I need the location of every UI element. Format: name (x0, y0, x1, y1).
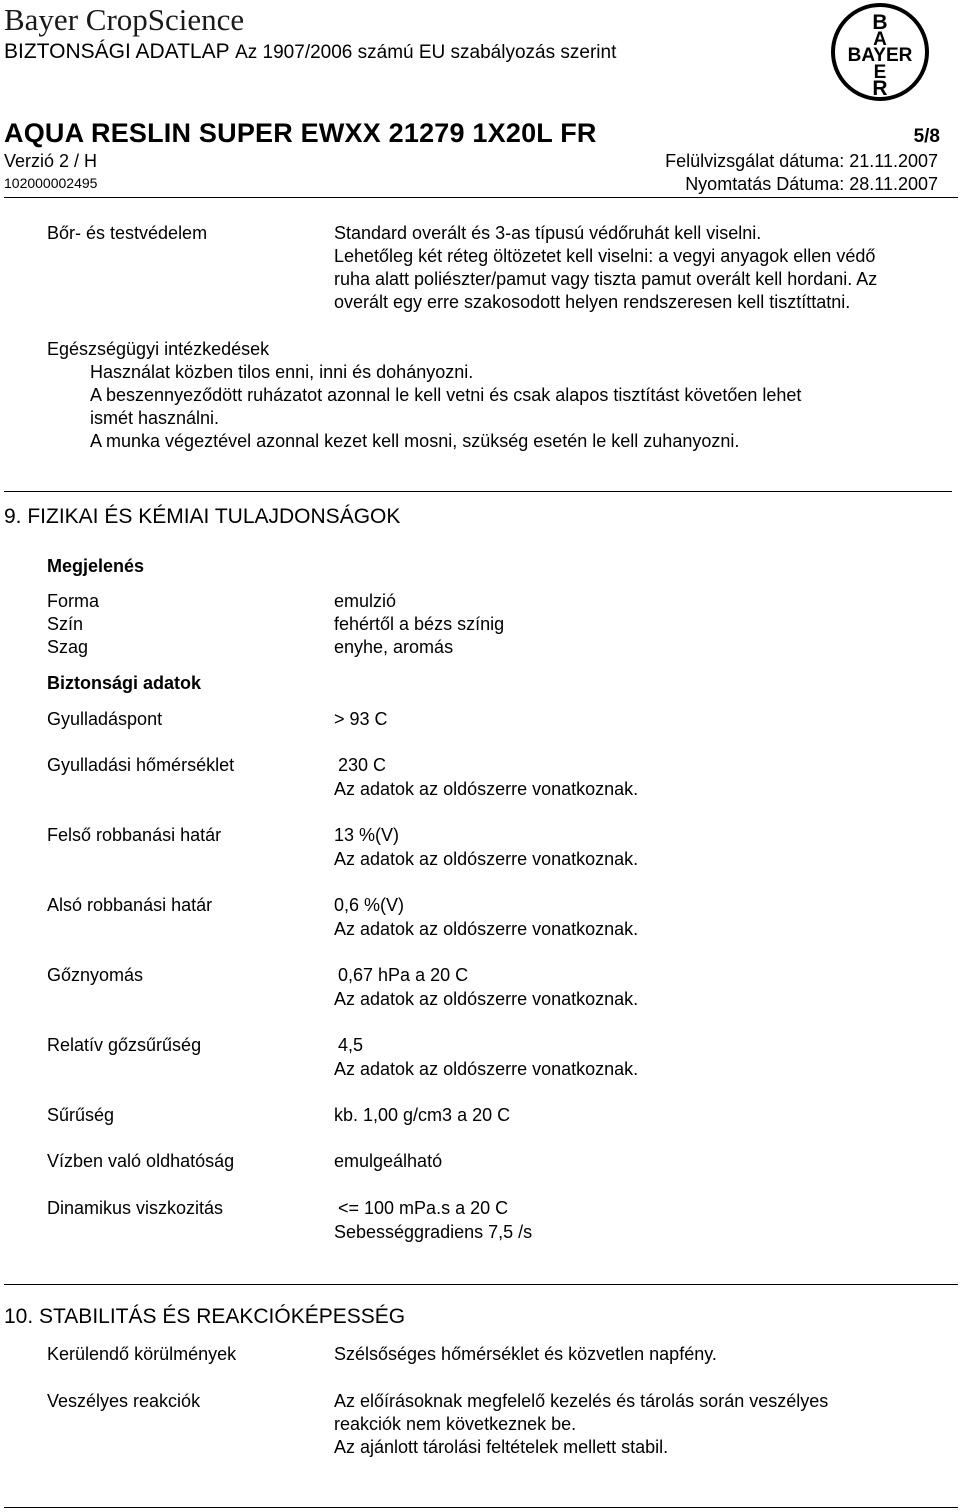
property-value: <= 100 mPa.s a 20 C (338, 1198, 509, 1218)
section-9-title: 9. FIZIKAI ÉS KÉMIAI TULAJDONSÁGOK (4, 505, 401, 528)
logo-letter-b: B (872, 11, 888, 34)
property-value: reakciók nem következnek be. (334, 1414, 577, 1434)
section-10-title: 10. STABILITÁS ÉS REAKCIÓKÉPESSÉG (4, 1305, 406, 1328)
bottom-divider (4, 1507, 958, 1508)
skin-protection-label: Bőr- és testvédelem (47, 223, 208, 243)
property-value: 0,6 %(V) (334, 895, 405, 915)
property-label: Gyulladáspont (47, 709, 163, 729)
property-label: Relatív gőzsűrűség (47, 1035, 202, 1055)
property-value: Sebességgradiens 7,5 /s (334, 1222, 533, 1242)
property-note: Az adatok az oldószerre vonatkoznak. (334, 919, 639, 939)
property-note: Az adatok az oldószerre vonatkoznak. (334, 849, 639, 869)
property-value: 0,67 hPa a 20 C (338, 965, 469, 985)
property-value: enyhe, aromás (334, 637, 454, 657)
property-value: > 93 C (334, 709, 388, 729)
company-name: Bayer CropScience (4, 2, 245, 37)
hygiene-heading: Egészségügyi intézkedések (47, 339, 270, 359)
property-label: Szag (47, 637, 89, 657)
property-value: Az ajánlott tárolási feltételek mellett stabil. (334, 1437, 669, 1457)
product-name: AQUA RESLIN SUPER EWXX 21279 1X20L FR (4, 118, 597, 148)
document-code: 102000002495 (4, 175, 98, 191)
property-label: Gőznyomás (47, 965, 144, 985)
property-value: 13 %(V) (334, 825, 400, 845)
version-text: Verzió 2 / H (4, 151, 98, 171)
property-value: 4,5 (338, 1035, 364, 1055)
property-label: Kerülendő körülmények (47, 1344, 237, 1364)
property-label: Vízben való oldhatóság (47, 1151, 235, 1171)
page-number: 5/8 (913, 126, 940, 147)
skin-protection-line: overált egy erre szakosodott helyen rendszeresen kell tisztíttatni. (334, 292, 851, 312)
logo-letter-r: R (872, 77, 888, 100)
logo-word-bayer: BAYER (847, 45, 913, 66)
property-label: Dinamikus viszkozitás (47, 1198, 224, 1218)
property-value: emulzió (334, 591, 397, 611)
header-divider (4, 197, 958, 198)
property-label: Sűrűség (47, 1105, 115, 1125)
hygiene-line: Használat közben tilos enni, inni és dohányozni. (90, 362, 474, 382)
logo-letter-a: A (873, 29, 887, 50)
section-10-divider (4, 1284, 958, 1285)
safety-data-heading: Biztonsági adatok (47, 673, 202, 693)
skin-protection-line: Standard overált és 3-as típusú védőruhát kell viselni. (334, 223, 762, 243)
skin-protection-line: Lehetőleg két réteg öltözetet kell viselni: a vegyi anyagok ellen védő (334, 246, 876, 266)
document-type (4, 40, 616, 64)
property-value: fehértől a bézs színig (334, 614, 505, 634)
property-label: Felső robbanási határ (47, 825, 222, 845)
property-value: kb. 1,00 g/cm3 a 20 C (334, 1105, 511, 1125)
hygiene-line: ismét használni. (90, 408, 220, 428)
property-label: Alsó robbanási határ (47, 895, 213, 915)
property-value: emulgeálható (334, 1151, 443, 1171)
property-note: Az adatok az oldószerre vonatkoznak. (334, 779, 639, 799)
appearance-heading: Megjelenés (47, 556, 145, 576)
property-value: Szélsőséges hőmérséklet és közvetlen napfény. (334, 1344, 717, 1364)
property-note: Az adatok az oldószerre vonatkoznak. (334, 989, 639, 1009)
property-label: Forma (47, 591, 100, 611)
regulation-text: Az 1907/2006 számú EU szabályozás szerint (235, 42, 617, 63)
property-label: Szín (47, 614, 84, 634)
skin-protection-line: ruha alatt poliészter/pamut vagy tiszta pamut overált kell hordani. Az (334, 269, 878, 289)
hygiene-line: A munka végeztével azonnal kezet kell mosni, szükség esetén le kell zuhanyozni. (90, 431, 740, 451)
print-date: Nyomtatás Dátuma: 28.11.2007 (685, 174, 938, 194)
property-value: Az előírásoknak megfelelő kezelés és tárolás során veszélyes (334, 1391, 829, 1411)
document-type-label: BIZTONSÁGI ADATLAP (4, 40, 230, 63)
property-label: Gyulladási hőmérséklet (47, 755, 235, 775)
section-9-divider (4, 491, 952, 492)
property-value: 230 C (338, 755, 387, 775)
revision-date: Felülvizsgálat dátuma: 21.11.2007 (665, 151, 938, 171)
logo-letter-e: E (873, 62, 887, 83)
property-label: Veszélyes reakciók (47, 1391, 201, 1411)
hygiene-line: A beszennyeződött ruházatot azonnal le kell vetni és csak alapos tisztítást követően lehet (90, 385, 802, 405)
property-note: Az adatok az oldószerre vonatkoznak. (334, 1059, 639, 1079)
bayer-logo (830, 2, 930, 102)
